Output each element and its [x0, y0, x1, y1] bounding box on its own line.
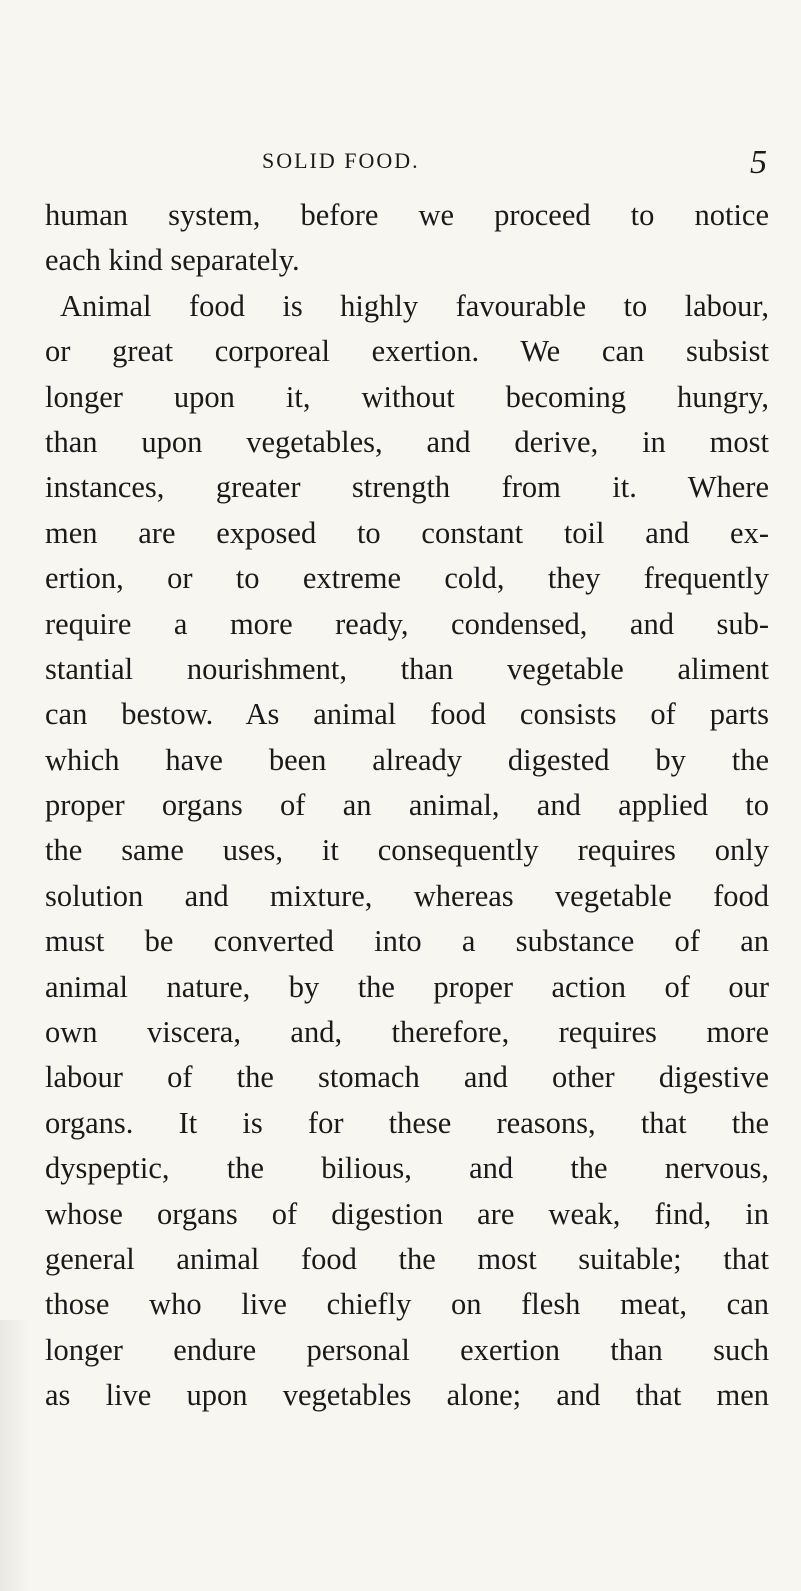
body-text [45, 193, 769, 1419]
text-line: the same uses, it consequently requires only [45, 833, 769, 868]
text-line: which have been already digested by the [45, 742, 769, 777]
text-line: ertion, or to extreme cold, they frequently [45, 561, 769, 596]
text-line: whose organs of digestion are weak, find, in [45, 1196, 769, 1231]
text-line: as live upon vegetables alone; and that men [45, 1378, 769, 1413]
text-line: men are exposed to constant toil and ex- [45, 515, 769, 550]
text-line: organs. It is for these reasons, that the [45, 1105, 769, 1140]
text-line: longer endure personal exertion than such [45, 1332, 769, 1367]
text-line: animal nature, by the proper action of our [45, 969, 769, 1004]
text-line: labour of the stomach and other digestive [45, 1060, 769, 1095]
text-line: Animal food is highly favourable to labour, [60, 288, 769, 323]
text-line: longer upon it, without becoming hungry, [45, 379, 769, 414]
text-line: those who live chiefly on flesh meat, can [45, 1287, 769, 1322]
page-edge-shadow [0, 1320, 30, 1591]
text-line: human system, before we proceed to notice [45, 198, 769, 232]
text-line: instances, greater strength from it. Where [45, 470, 769, 505]
text-line: solution and mixture, whereas vegetable food [45, 878, 769, 913]
running-head [0, 144, 801, 180]
running-title: SOLID FOOD. [262, 148, 420, 173]
text-line: proper organs of an animal, and applied to [45, 788, 769, 823]
text-line: must be converted into a substance of an [45, 924, 769, 959]
text-line: own viscera, and, therefore, requires more [45, 1015, 769, 1050]
text-line: than upon vegetables, and derive, in most [45, 424, 769, 459]
text-line: each kind separately. [45, 243, 300, 278]
text-line: dyspeptic, the bilious, and the nervous, [45, 1151, 769, 1186]
page-number: 5 [750, 144, 767, 181]
text-line: can bestow. As animal food consists of parts [45, 697, 769, 732]
text-line: require a more ready, condensed, and sub- [45, 606, 769, 641]
text-line: stantial nourishment, than vegetable aliment [45, 651, 769, 686]
text-line: general animal food the most suitable; that [45, 1241, 769, 1276]
text-line: or great corporeal exertion. We can subsist [45, 334, 769, 369]
